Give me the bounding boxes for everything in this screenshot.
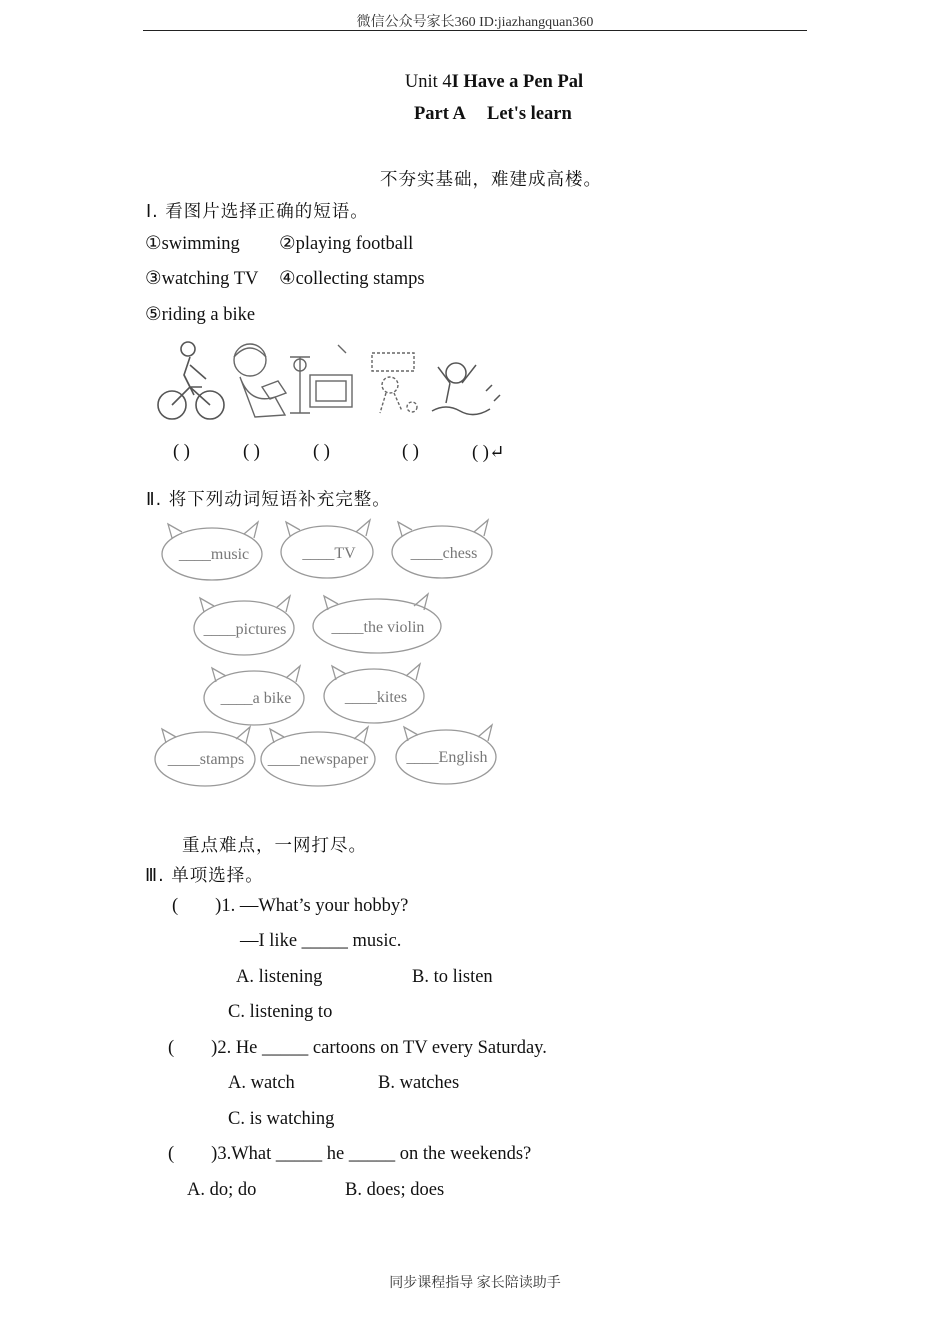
blank-4[interactable]: ( ) <box>402 442 419 462</box>
bubble-english: ____English <box>406 749 488 766</box>
blank-1[interactable]: ( ) <box>173 442 190 462</box>
bubble-newspaper: ____newspaper <box>267 751 369 768</box>
option-4: ④collecting stamps <box>279 269 425 289</box>
bubble-violin: ____the violin <box>331 619 425 636</box>
blank-3[interactable]: ( ) <box>313 442 330 462</box>
bubble-music: ____music <box>178 546 250 563</box>
bubble-chess: ____chess <box>410 545 478 562</box>
tv-watcher-illustration <box>290 345 352 413</box>
q3-option-a[interactable]: A. do; do <box>187 1180 257 1200</box>
girl-illustration <box>234 344 286 417</box>
page-footer: 同步课程指导 家长陪读助手 <box>389 1276 561 1291</box>
q2-option-b[interactable]: B. watches <box>378 1073 460 1093</box>
motto-key-points: 重点难点，一网打尽。 <box>182 836 367 856</box>
unit-prefix: Unit 4 <box>404 72 452 92</box>
q3-stem: ( )3.What _____ he _____ on the weekends? <box>168 1144 532 1164</box>
hobby-pictures <box>150 335 510 425</box>
lesson-label: Let's learn <box>487 104 572 124</box>
q3-option-b[interactable]: B. does; does <box>345 1180 445 1200</box>
q1-line2: —I like _____ music. <box>240 931 402 951</box>
verb-bubbles <box>150 518 510 793</box>
q1-option-b[interactable]: B. to listen <box>412 967 493 987</box>
bubble-kites: ____kites <box>344 689 408 706</box>
bubble-bike: ____a bike <box>220 690 292 707</box>
football-illustration <box>372 353 417 413</box>
section-2-heading: Ⅱ. 将下列动词短语补充完整。 <box>146 490 391 510</box>
option-1: ①swimming <box>145 234 240 254</box>
q1-option-c[interactable]: C. listening to <box>228 1002 333 1022</box>
q2-stem: ( )2. He _____ cartoons on TV every Saturday. <box>168 1038 547 1058</box>
unit-name: I Have a Pen Pal <box>451 72 584 92</box>
q1-stem: ( )1. —What’s your hobby? <box>172 896 409 916</box>
section-1-heading: Ⅰ. 看图片选择正确的短语。 <box>146 202 369 222</box>
section-3-heading: Ⅲ. 单项选择。 <box>145 866 264 886</box>
motto-foundation: 不夯实基础，难建成高楼。 <box>380 170 602 190</box>
swimmer-illustration <box>432 363 500 415</box>
bubble-tv: ____TV <box>302 545 356 562</box>
blank-5[interactable]: ( )↵ <box>472 443 505 463</box>
bubble-pictures: ____pictures <box>203 621 287 638</box>
option-3: ③watching TV <box>145 269 259 289</box>
blank-2[interactable]: ( ) <box>243 442 260 462</box>
part-label: Part A <box>414 104 466 124</box>
page-header: 微信公众号家长360 ID:jiazhangquan360 <box>356 15 594 30</box>
bubble-stamps: ____stamps <box>167 751 245 768</box>
header-rule <box>143 30 807 31</box>
q1-option-a[interactable]: A. listening <box>236 967 323 987</box>
q2-option-c[interactable]: C. is watching <box>228 1109 335 1129</box>
bike-rider-illustration <box>158 342 224 419</box>
option-5: ⑤riding a bike <box>145 305 256 325</box>
option-2: ②playing football <box>279 234 414 254</box>
q2-option-a[interactable]: A. watch <box>228 1073 295 1093</box>
unit-title <box>0 72 950 93</box>
